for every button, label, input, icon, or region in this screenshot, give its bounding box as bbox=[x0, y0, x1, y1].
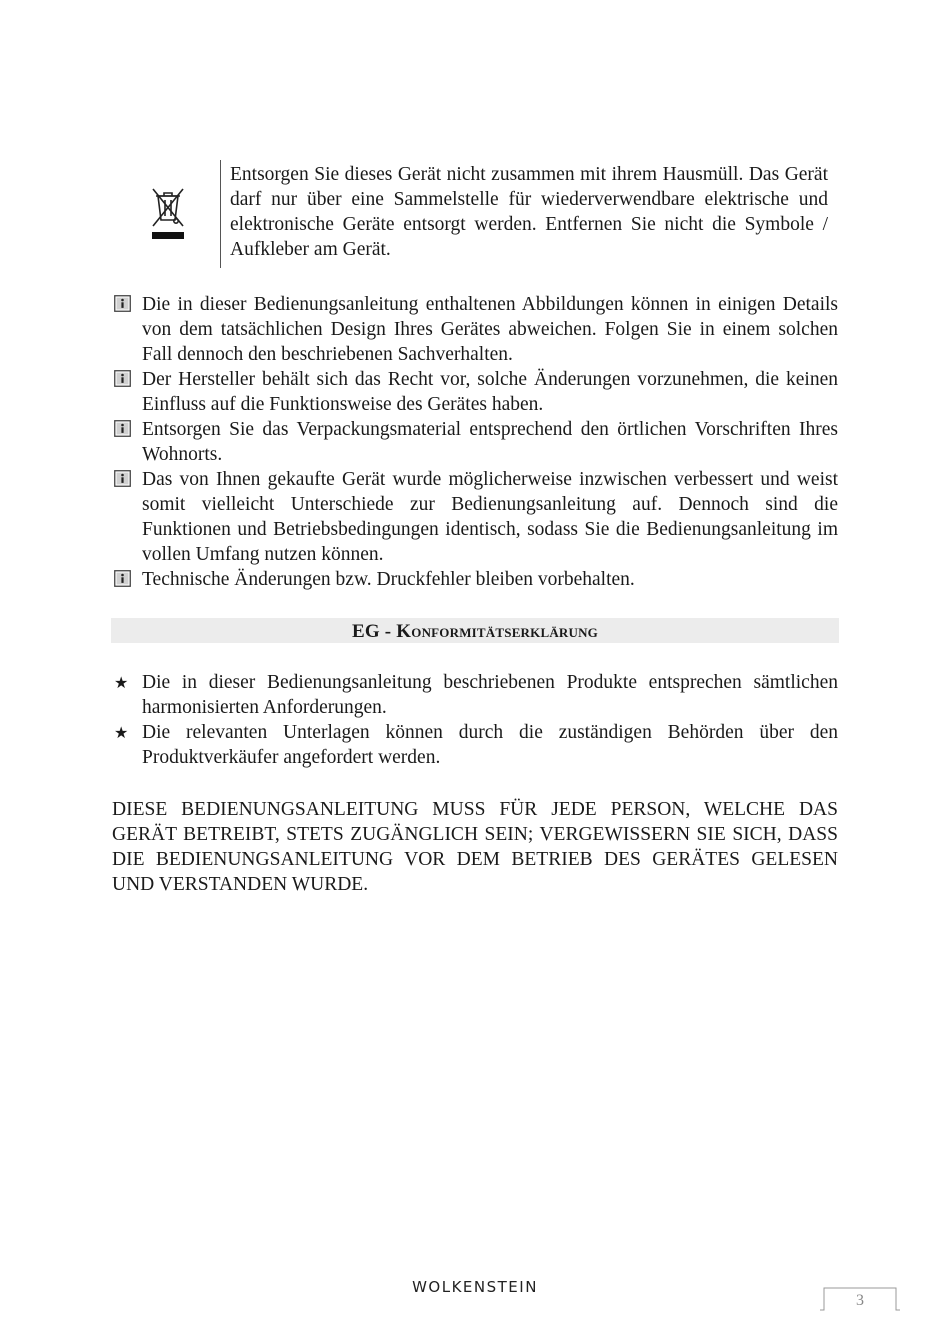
info-icon bbox=[114, 370, 131, 387]
info-item bbox=[112, 467, 838, 567]
info-item-text: Der Hersteller behält sich das Recht vor, solche Änderungen vorzunehmen, die keinen Einfluss auf die Funktionsweise des Gerätes haben. bbox=[142, 369, 838, 415]
conformity-item bbox=[112, 720, 838, 770]
info-item bbox=[112, 292, 838, 367]
crossed-out-wheelie-bin-icon bbox=[150, 184, 186, 244]
info-item bbox=[112, 417, 838, 467]
disposal-divider bbox=[220, 160, 221, 268]
conformity-heading: EG - Konformitätserklärung bbox=[352, 621, 598, 642]
disposal-notice bbox=[150, 160, 840, 270]
conformity-item-text: Die in dieser Bedienungsanleitung beschriebenen Produkte entsprechen sämtlichen harmonisierten Anforderungen. bbox=[142, 672, 838, 718]
conformity-heading-bar bbox=[111, 618, 839, 643]
info-list bbox=[112, 292, 838, 592]
info-icon bbox=[114, 570, 131, 587]
info-item-text: Entsorgen Sie das Verpackungsmaterial entsprechend den örtlichen Vorschriften Ihres Wohnorts. bbox=[142, 419, 838, 465]
info-item bbox=[112, 567, 838, 592]
info-icon bbox=[114, 295, 131, 312]
disposal-text: Entsorgen Sie dieses Gerät nicht zusammen mit ihrem Hausmüll. Das Gerät darf nur über eine Sammelstelle für wiederverwendbare elektrische und elektronische Geräte entsorgt werden. Entfernen Sie nicht die Symbole / Aufkleber am Gerät. bbox=[230, 164, 828, 260]
conformity-item bbox=[112, 670, 838, 720]
conformity-list bbox=[112, 670, 838, 770]
page-number: 3 bbox=[856, 1292, 864, 1309]
info-item-text: Das von Ihnen gekaufte Gerät wurde möglicherweise inzwischen verbessert und weist somit vielleicht Unterschiede zur Bedienungsanleitung auf. Dennoch sind die Funktionen und Betriebsbedingungen identisch, sodass Sie die Bedienungsanleitung im vollen Umfang nutzen können. bbox=[142, 469, 838, 565]
conformity-item-text: Die relevanten Unterlagen können durch die zuständigen Behörden über den Produktverkäufer angefordert werden. bbox=[142, 722, 838, 768]
info-item-text: Technische Änderungen bzw. Druckfehler bleiben vorbehalten. bbox=[142, 569, 635, 590]
star-bullet-icon: ★ bbox=[114, 723, 129, 742]
brand-logo: WOLKENSTEIN bbox=[412, 1278, 538, 1296]
info-icon bbox=[114, 470, 131, 487]
manual-notice: DIESE BEDIENUNGSANLEITUNG MUSS FÜR JEDE PERSON, WELCHE DAS GERÄT BETREIBT, STETS ZUGÄNGLICH SEIN; VERGEWISSERN SIE SICH, DASS DIE BEDIENUNGSANLEITUNG VOR DEM BETRIEB DES GERÄTES GELESEN UND VERSTANDEN WURDE. bbox=[112, 799, 838, 895]
info-icon bbox=[114, 420, 131, 437]
star-bullet-icon: ★ bbox=[114, 673, 129, 692]
info-item-text: Die in dieser Bedienungsanleitung enthaltenen Abbildungen können in einigen Details von dem tatsächlichen Design Ihres Gerätes abweichen. Folgen Sie in einem solchen Fall dennoch den beschriebenen Sachverhalten. bbox=[142, 294, 838, 365]
info-item bbox=[112, 367, 838, 417]
